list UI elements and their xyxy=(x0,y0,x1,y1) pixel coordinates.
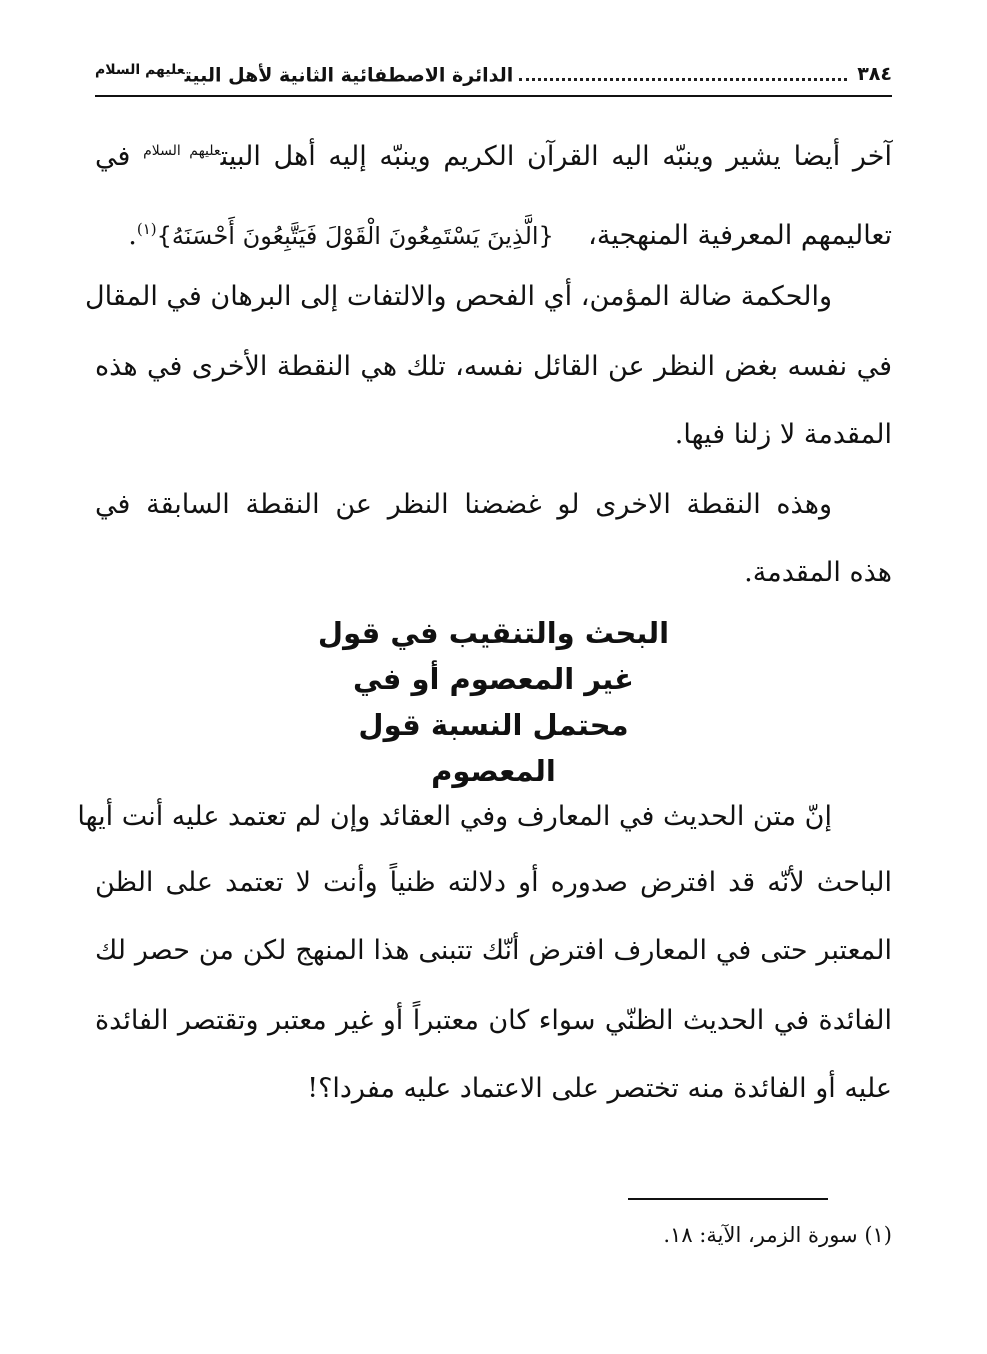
body-text: إنّ متن الحديث في المعارف وفي العقائد وإن لم تعتمد عليه أنت أيها xyxy=(77,801,832,832)
book-title-text: الدائرة الاصطفائية الثانية لأهل البيت xyxy=(184,64,514,87)
body-line xyxy=(85,272,892,322)
body-text: المعتبر حتى في المعارف افترض أنّك تتبنى هذا المنهج لكن من حصر لك xyxy=(95,935,892,966)
body-text: آخر أيضا يشير وينبّه اليه القرآن الكريم وينبّه إليه أهل البيت xyxy=(220,141,892,172)
quran-verse: {الَّذِينَ يَسْتَمِعُونَ الْقَوْلَ فَيَتَّبِعُونَ أَحْسَنَهُ} xyxy=(156,222,554,250)
body-line xyxy=(95,858,892,908)
body-text: في نفسه بغض النظر عن القائل نفسه، تلك هي النقطة الأخرى في هذه xyxy=(95,351,892,382)
page-number: ٣٨٤ xyxy=(857,63,892,85)
dot-leader xyxy=(519,68,847,81)
body-line xyxy=(95,342,892,392)
section-heading-line: المعصوم xyxy=(431,754,556,788)
body-line xyxy=(95,926,892,976)
section-heading-line: البحث والتنقيب في قول xyxy=(317,616,670,650)
body-text: عليه أو الفائدة منه تختصر على الاعتماد عليه مفردا؟! xyxy=(307,1073,892,1104)
body-line xyxy=(95,996,892,1046)
footnote-marker: (١) xyxy=(136,220,157,238)
body-text: في xyxy=(95,141,131,172)
body-text: الفائدة في الحديث الظنّي سواء كان معتبراً أو غير معتبر وتقتصر الفائدة xyxy=(95,1005,892,1036)
book-title xyxy=(95,62,513,86)
body-text: . xyxy=(128,220,137,251)
body-text: والحكمة ضالة المؤمن، أي الفحص والالتفات إلى البرهان في المقال xyxy=(85,281,832,312)
body-line xyxy=(95,480,892,530)
section-heading-line: غير المعصوم أو في xyxy=(353,662,634,696)
body-line xyxy=(95,126,892,176)
body-text: تعاليمهم المعرفية المنهجية، xyxy=(588,220,892,251)
section-heading-line: محتمل النسبة قول xyxy=(358,708,629,742)
footnote-rule xyxy=(628,1198,828,1200)
body-line xyxy=(95,410,892,460)
header-rule xyxy=(95,95,892,97)
body-text: المقدمة لا زلنا فيها. xyxy=(674,419,892,450)
section-heading xyxy=(95,610,892,794)
footnote: (١) سورة الزمر، الآية: ١٨. xyxy=(663,1223,892,1247)
running-header xyxy=(95,54,892,94)
body-text: وهذه النقطة الاخرى لو غضضنا النظر عن النقطة السابقة في xyxy=(95,489,832,520)
body-line xyxy=(77,792,892,842)
title-salutation: عليهم السلام xyxy=(95,61,185,78)
salutation-mark: عليهم السلام xyxy=(143,143,221,159)
body-text: هذه المقدمة. xyxy=(744,557,892,588)
body-line xyxy=(95,548,892,598)
body-line xyxy=(95,204,892,254)
body-line xyxy=(95,1064,892,1114)
body-text: الباحث لأنّه قد افترض صدوره أو دلالته ظنياً وأنت لا تعتمد على الظن xyxy=(95,867,892,898)
